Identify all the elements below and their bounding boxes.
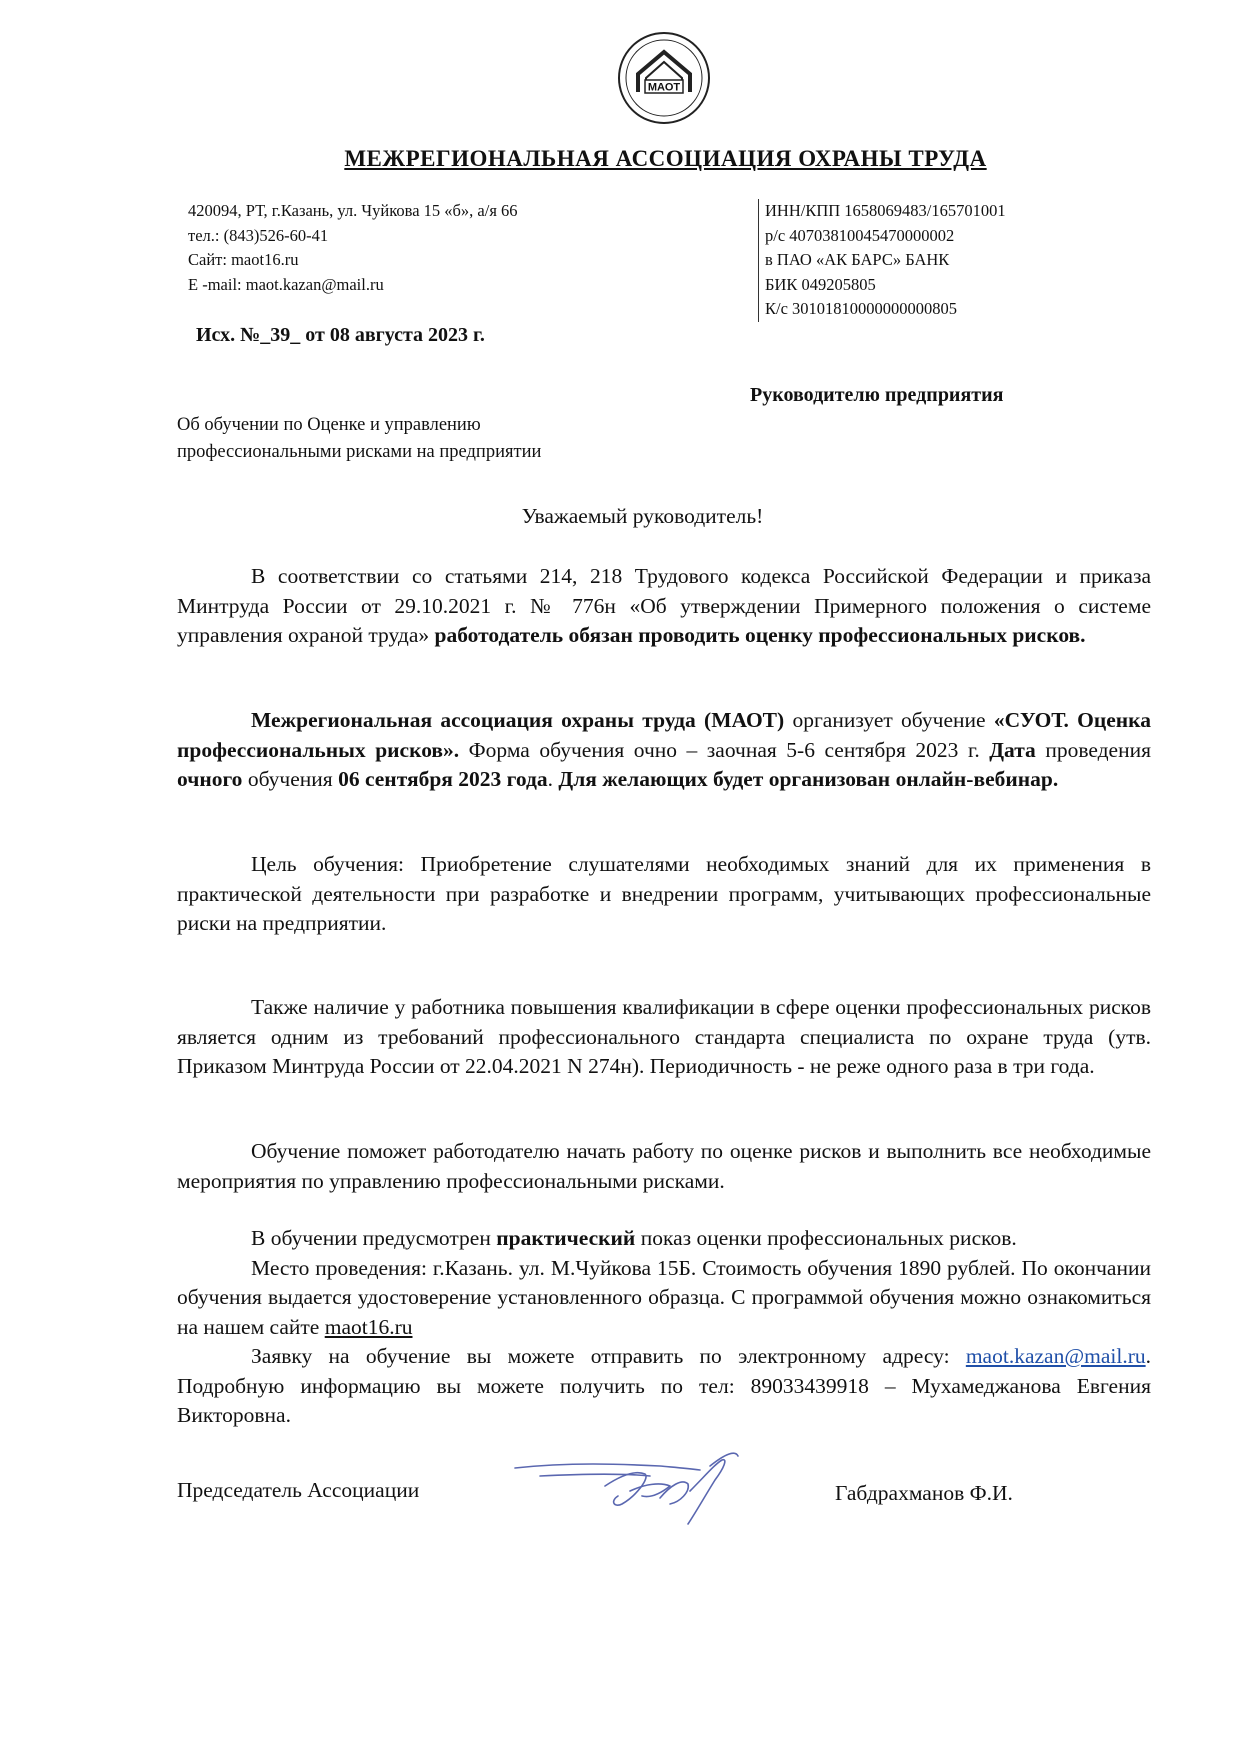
bold-run: Для желающих будет организован онлайн-вебинар. bbox=[558, 767, 1059, 791]
paragraph-goal bbox=[177, 850, 1151, 939]
text-run: Заявку на обучение вы можете отправить по электронному адресу: bbox=[251, 1344, 966, 1368]
subject-line: профессиональными рисками на предприятии bbox=[177, 442, 542, 462]
bold-run: Дата bbox=[989, 737, 1036, 762]
signer-name: Габдрахманов Ф.И. bbox=[835, 1481, 1013, 1505]
text-run: Цель обучения: Приобретение слушателями необходимых знаний для их применения в практической деятельности при разработке и внедрении программ, учитывающих профессиональные риски на предприятии. bbox=[177, 852, 1151, 935]
greeting: Уважаемый руководитель! bbox=[521, 504, 764, 528]
addressee: Руководителю предприятия bbox=[750, 384, 1004, 406]
text-run: Место проведения: г.Казань. ул. М.Чуйкова 15Б. Стоимость обучения 1890 рублей. По окончании обучения выдается удостоверение установленного образца. С программой обучения можно ознакомиться на нашем сайте bbox=[177, 1255, 1151, 1339]
bold-run: практический bbox=[496, 1226, 636, 1250]
details-line bbox=[177, 1224, 1151, 1254]
bold-run: очного bbox=[177, 767, 243, 791]
text-run: . bbox=[547, 767, 559, 791]
course-title: «СУОТ. Оценка профессиональных рисков». bbox=[177, 708, 1151, 762]
bold-run: Межрегиональная ассоциация охраны труда (МАОТ) bbox=[251, 708, 785, 732]
paragraph-legal-basis bbox=[177, 562, 1151, 651]
subject bbox=[177, 412, 541, 466]
text-run: показ оценки профессиональных рисков. bbox=[635, 1226, 1017, 1250]
outgoing-number: Исх. №_39_ от 08 августа 2023 г. bbox=[196, 324, 485, 346]
bank-name: в ПАО «АК БАРС» БАНК bbox=[765, 250, 950, 269]
maot-logo bbox=[616, 30, 712, 126]
text-run: организует обучение bbox=[784, 708, 994, 732]
text-run: Обучение поможет работодателю начать работу по оценке рисков и выполнить все необходимые мероприятия по управлению профессиональными рисками. bbox=[177, 1139, 1151, 1193]
bank-details-block bbox=[758, 199, 1006, 322]
paragraph-course-announcement bbox=[177, 706, 1151, 795]
contact-email: E -mail: maot.kazan@mail.ru bbox=[188, 274, 384, 294]
bank-bik: БИК 049205805 bbox=[765, 274, 876, 294]
text-run: обучения bbox=[242, 767, 339, 791]
text-run: . Подробную информацию вы можете получить по тел: 89033439918 – Мухамеджанова Евгения Викторовна. bbox=[177, 1344, 1151, 1427]
text-run: В соответствии со статьями 214, 218 Трудового кодекса Российской Федерации и приказа Минтруда России от 29.10.2021 г. № 776н «Об утверждении Примерного положения о системе управления охраной труда» bbox=[177, 564, 1151, 647]
paragraph-benefit bbox=[177, 1137, 1151, 1196]
text-run: В обучении предусмотрен bbox=[251, 1226, 497, 1250]
details-line bbox=[177, 1254, 1151, 1343]
bank-inn: ИНН/КПП 1658069483/165701001 bbox=[765, 201, 1006, 220]
paragraph-standard-requirement bbox=[177, 993, 1151, 1082]
paragraph-details bbox=[177, 1224, 1151, 1431]
details-line bbox=[177, 1342, 1151, 1431]
contacts-block bbox=[188, 199, 518, 297]
site-link[interactable]: maot16.ru bbox=[324, 1314, 413, 1339]
text-run: Форма обучения очно – заочная 5-6 сентября 2023 г. bbox=[459, 737, 990, 762]
bold-run: работодатель обязан проводить оценку профессиональных рисков. bbox=[434, 623, 1086, 647]
email-link[interactable]: maot.kazan@mail.ru bbox=[965, 1344, 1146, 1368]
contact-site: Сайт: maot16.ru bbox=[188, 250, 299, 269]
subject-line: Об обучении по Оценке и управлению bbox=[177, 415, 481, 435]
logo-text: МАОТ bbox=[647, 81, 681, 94]
bank-account: р/с 40703810045470000002 bbox=[765, 225, 955, 245]
bank-corr-account: К/с 30101810000000000805 bbox=[765, 299, 958, 318]
text-run: Также наличие у работника повышения квалификации в сфере оценки профессиональных рисков является одним из требований профессионального стандарта специалиста по охране труда (утв. Приказом Минтруда России от 22.04.2021 N 274н). Периодичность - не реже одного раза в три года. bbox=[177, 995, 1151, 1078]
course-date: 06 сентября 2023 года bbox=[338, 767, 548, 791]
signer-role: Председатель Ассоциации bbox=[177, 1478, 420, 1502]
org-title: МЕЖРЕГИОНАЛЬНАЯ АССОЦИАЦИЯ ОХРАНЫ ТРУДА bbox=[344, 146, 987, 171]
contact-phone: тел.: (843)526-60-41 bbox=[188, 225, 329, 245]
signature-image bbox=[510, 1446, 780, 1536]
contact-address: 420094, РТ, г.Казань, ул. Чуйкова 15 «б», а/я 66 bbox=[188, 201, 518, 220]
text-run: проведения bbox=[1035, 737, 1151, 762]
